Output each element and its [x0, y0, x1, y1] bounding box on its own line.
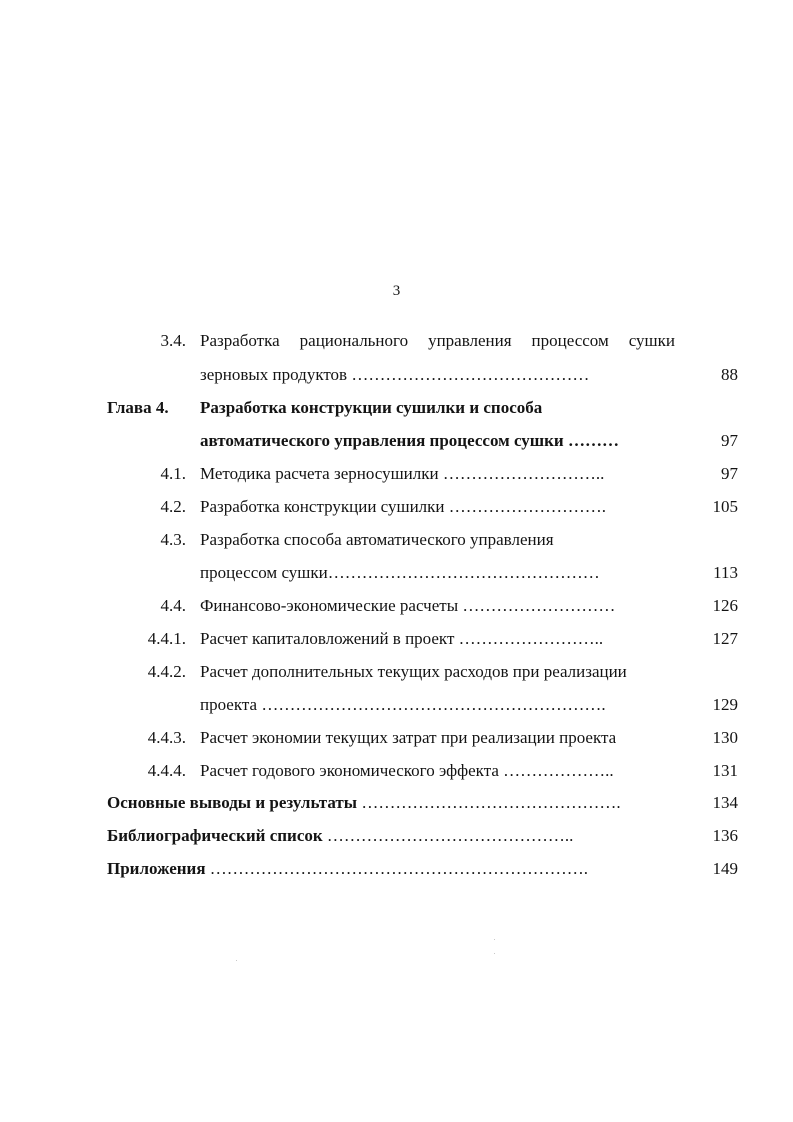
toc-leader-dots: ……………………………………….	[357, 793, 621, 812]
toc-entry-number: 4.1.	[160, 464, 186, 483]
toc-entry-number: 4.4.3.	[147, 728, 186, 747]
toc-section-title: Приложения	[107, 859, 206, 878]
toc-entry-page: 149	[712, 859, 738, 878]
toc-entry-title: Разработка способа автоматического управления	[200, 530, 554, 549]
toc-entry-title: Расчет годового экономического эффекта ………………..	[200, 761, 614, 780]
toc-entry-page: 126	[712, 596, 738, 615]
toc-entry-title: Методика расчета зерносушилки ………………………..	[200, 464, 605, 483]
toc-entry-page: 97	[721, 464, 738, 483]
toc-entry-page: 127	[712, 629, 738, 648]
toc-entry-number: 4.4.4.	[147, 761, 186, 780]
toc-section-title: Основные выводы и результаты	[107, 793, 358, 812]
toc-entry-page: 134	[712, 793, 738, 812]
scan-speck	[236, 960, 237, 961]
toc-entry-title: Расчет дополнительных текущих расходов при реализации	[200, 662, 627, 681]
toc-chapter-number: Глава 4.	[107, 398, 169, 417]
toc-entry-number: 4.2.	[160, 497, 186, 516]
toc-entry-number: 4.4.	[160, 596, 186, 615]
toc-entry-title: Расчет капиталовложений в проект ……………………..	[200, 629, 604, 648]
toc-leader-dots: ………………………………………………………….	[205, 859, 589, 878]
toc-entry-title-cont: процессом сушки…………………………………………	[200, 563, 600, 582]
toc-section-entry	[107, 792, 621, 814]
toc-entry-page: 129	[712, 695, 738, 714]
toc-entry-title: Разработка рационального управления процессом сушки	[200, 331, 675, 350]
toc-entry-page: 131	[712, 761, 738, 780]
toc-entry-page: 136	[712, 826, 738, 845]
toc-chapter-title: Разработка конструкции сушилки и способа	[200, 398, 543, 417]
toc-section-entry	[107, 858, 588, 880]
toc-entry-number: 4.4.1.	[147, 629, 186, 648]
toc-leader-dots: ……………………………………..	[322, 826, 574, 845]
scan-speck	[494, 939, 495, 940]
toc-entry-page: 88	[721, 365, 738, 384]
toc-section-title: Библиографический список	[107, 826, 323, 845]
toc-entry-number: 4.3.	[160, 530, 186, 549]
toc-entry-number: 4.4.2.	[147, 662, 186, 681]
toc-entry-page: 105	[712, 497, 738, 516]
scan-speck	[494, 953, 495, 954]
toc-entry-title: Разработка конструкции сушилки ……………………….	[200, 497, 607, 516]
toc-entry-title: Финансово-экономические расчеты ………………………	[200, 596, 616, 615]
toc-entry-title-cont: проекта …………………………………………………….	[200, 695, 606, 714]
toc-entry-page: 97	[721, 431, 738, 450]
toc-chapter-title-cont: автоматического управления процессом сушки ………	[200, 431, 619, 450]
toc-entry-page: 113	[713, 563, 738, 582]
toc-entry-page: 130	[712, 728, 738, 747]
page-number: 3	[392, 283, 401, 299]
toc-entry-title: Расчет экономии текущих затрат при реализации проекта	[200, 728, 617, 747]
toc-entry-number: 3.4.	[160, 331, 186, 350]
toc-section-entry	[107, 825, 573, 847]
toc-entry-title-cont: зерновых продуктов ……………………………………	[200, 365, 590, 384]
